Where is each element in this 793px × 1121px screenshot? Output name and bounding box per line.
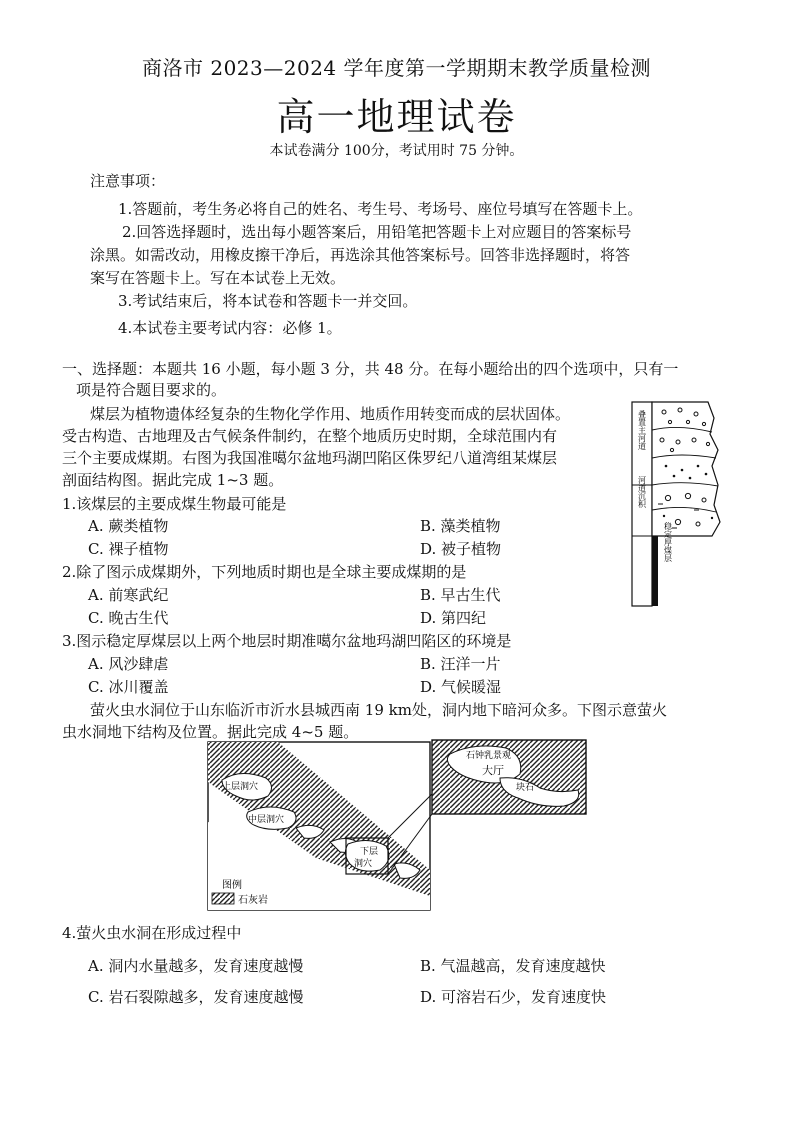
coal-seam-profile-figure <box>628 400 728 610</box>
legend-title: 图例 <box>222 880 242 891</box>
question-option: A. 洞内水量越多，发育速度越慢 <box>88 957 304 975</box>
note-line: 4.本试卷主要考试内容：必修 1。 <box>118 319 342 337</box>
inset-stalactite-label: 石钟乳景观 <box>466 751 512 761</box>
note-line: 1.答题前，考生务必将自己的姓名、考生号、考场号、座位号填写在答题卡上。 <box>118 200 643 218</box>
question-option: B. 汪洋一片 <box>420 655 501 673</box>
question-option: A. 前寒武纪 <box>88 586 169 604</box>
note-line: 案写在答题卡上。写在本试卷上无效。 <box>90 269 346 287</box>
section-heading-cont: 项是符合题目要求的。 <box>76 381 227 399</box>
figure1-label-bottom: 稳定厚煤层 <box>663 522 673 562</box>
upper-cave-label: 上层洞穴 <box>222 782 259 792</box>
section-heading: 一、选择题：本题共 16 小题，每小题 3 分，共 48 分。在每小题给出的四个选项中，只有一 <box>62 360 679 378</box>
question-option: C. 岩石裂隙越多，发育速度越慢 <box>88 988 304 1006</box>
inset-hall-label: 大厅 <box>482 764 504 777</box>
question-option: C. 裸子植物 <box>88 540 169 558</box>
question-option: D. 第四纪 <box>420 609 487 627</box>
note-line: 2.回答选择题时，选出每小题答案后，用铅笔把答题卡上对应题目的答案标号 <box>122 223 632 241</box>
middle-cave-label: 中层洞穴 <box>248 815 285 825</box>
question-stem: 3.图示稳定厚煤层以上两个地层时期准噶尔盆地玛湖凹陷区的环境是 <box>62 632 512 650</box>
figure1-label-top: 叠置主河道 <box>637 410 647 450</box>
legend-limestone-label: 石灰岩 <box>238 895 268 906</box>
lower-cave-label-1: 下层 <box>360 847 379 857</box>
notes-heading: 注意事项： <box>90 172 166 190</box>
note-line: 3.考试结束后，将本试卷和答题卡一并交回。 <box>118 292 418 310</box>
passage-line: 受古构造、古地理及古气候条件制约，在整个地质历史时期，全球范围内有 <box>62 427 558 445</box>
passage-line: 虫水洞地下结构及位置。据此完成 4~5 题。 <box>62 723 359 741</box>
question-option: A. 蕨类植物 <box>88 517 169 535</box>
question-option: B. 藻类植物 <box>420 517 501 535</box>
question-option: B. 气温越高，发育速度越快 <box>420 957 606 975</box>
lower-cave-label-2: 洞穴 <box>354 859 373 869</box>
score-line: 本试卷满分 100分，考试用时 75 分钟。 <box>269 143 524 159</box>
cave-structure-figure <box>200 738 592 914</box>
question-option: A. 风沙肆虐 <box>88 655 169 673</box>
question-option: C. 冰川覆盖 <box>88 678 169 696</box>
passage-line: 煤层为植物遗体经复杂的生物化学作用、地质作用转变而成的层状固体。 <box>90 405 571 423</box>
question-stem: 1.该煤层的主要成煤生物最可能是 <box>62 495 287 513</box>
inset-rock-label: 块石 <box>516 783 535 793</box>
question-option: C. 晚古生代 <box>88 609 169 627</box>
note-line: 涂黑。如需改动，用橡皮擦干净后，再选涂其他答案标号。回答非选择题时，将答 <box>90 246 631 264</box>
passage-line: 剖面结构图。据此完成 1~3 题。 <box>62 471 284 489</box>
exam-school-line: 商洛市 2023—2024 学年度第一学期期末教学质量检测 <box>141 56 651 80</box>
passage-line: 萤火虫水洞位于山东临沂市沂水县城西南 19 km处，洞内地下暗河众多。下图示意萤火 <box>90 701 667 719</box>
question-option: D. 被子植物 <box>420 540 502 558</box>
question-option: D. 可溶岩石少，发育速度快 <box>420 988 607 1006</box>
figure1-label-mid: 河道沉积 <box>637 476 647 508</box>
question-stem: 2.除了图示成煤期外，下列地质时期也是全球主要成煤期的是 <box>62 563 467 581</box>
question-stem: 4.萤火虫水洞在形成过程中 <box>62 924 242 942</box>
question-option: B. 早古生代 <box>420 586 501 604</box>
question-option: D. 气候暖湿 <box>420 678 502 696</box>
passage-line: 三个主要成煤期。右图为我国准噶尔盆地玛湖凹陷区侏罗纪八道湾组某煤层 <box>62 449 558 467</box>
exam-title: 高一地理试卷 <box>276 95 517 139</box>
